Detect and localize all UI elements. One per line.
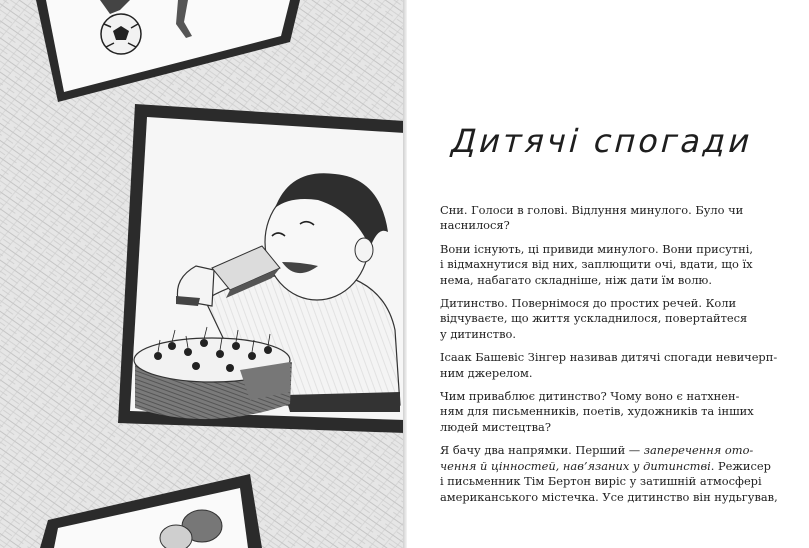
paragraph — [440, 350, 778, 381]
text-line: . Режисер — [710, 458, 771, 473]
soccer-ball-icon — [101, 14, 141, 54]
text-line: нема, набагато складніше, ніж дати їм волю. — [440, 272, 712, 287]
text-page — [407, 0, 809, 548]
paragraph — [440, 443, 778, 505]
text-line: у дитинство. — [440, 326, 516, 341]
article-body — [440, 203, 778, 513]
emphasis-text: заперечення ото- — [643, 443, 754, 458]
text-line: ним джерелом. — [440, 365, 533, 380]
text-line: Я бачу два напрямки. Перший — — [440, 443, 644, 458]
main-picture-frame — [118, 104, 405, 433]
text-line: американського містечка. Усе дитинство він нудьгував, — [440, 489, 778, 504]
emphasis-text: чення й цінностей, нав’язаних у дитинстві — [440, 458, 711, 473]
text-line: Дитинство. Повернімося до простих речей. Коли — [440, 296, 737, 311]
paragraph — [440, 203, 744, 234]
text-line: і письменник Тім Бертон виріс у затишній атмосфері — [440, 474, 762, 489]
text-line: ням для письменників, поетів, художників та інших — [440, 404, 754, 419]
paragraph — [440, 389, 754, 435]
paragraph — [440, 296, 748, 342]
text-line: відчуваєте, що життя ускладнилося, повертайтеся — [440, 311, 748, 326]
text-line: Чим приваблює дитинство? Чому воно є натхнен- — [440, 389, 740, 404]
text-line: наснилося? — [440, 218, 510, 233]
paragraph — [440, 241, 753, 288]
text-line: Сни. Голоси в голові. Відлуння минулого. Було чи — [440, 203, 744, 217]
text-line: Ісаак Башевіс Зінгер називав дитячі спогади невичерп- — [440, 350, 778, 365]
text-line: і відмахнутися від них, заплющити очі, вдати, що їх — [440, 257, 753, 272]
text-line: Вони існують, ці привиди минулого. Вони присутні, — [440, 241, 753, 256]
page-title: Дитячі спогади — [447, 122, 758, 160]
text-line: людей мистецтва? — [440, 419, 551, 434]
